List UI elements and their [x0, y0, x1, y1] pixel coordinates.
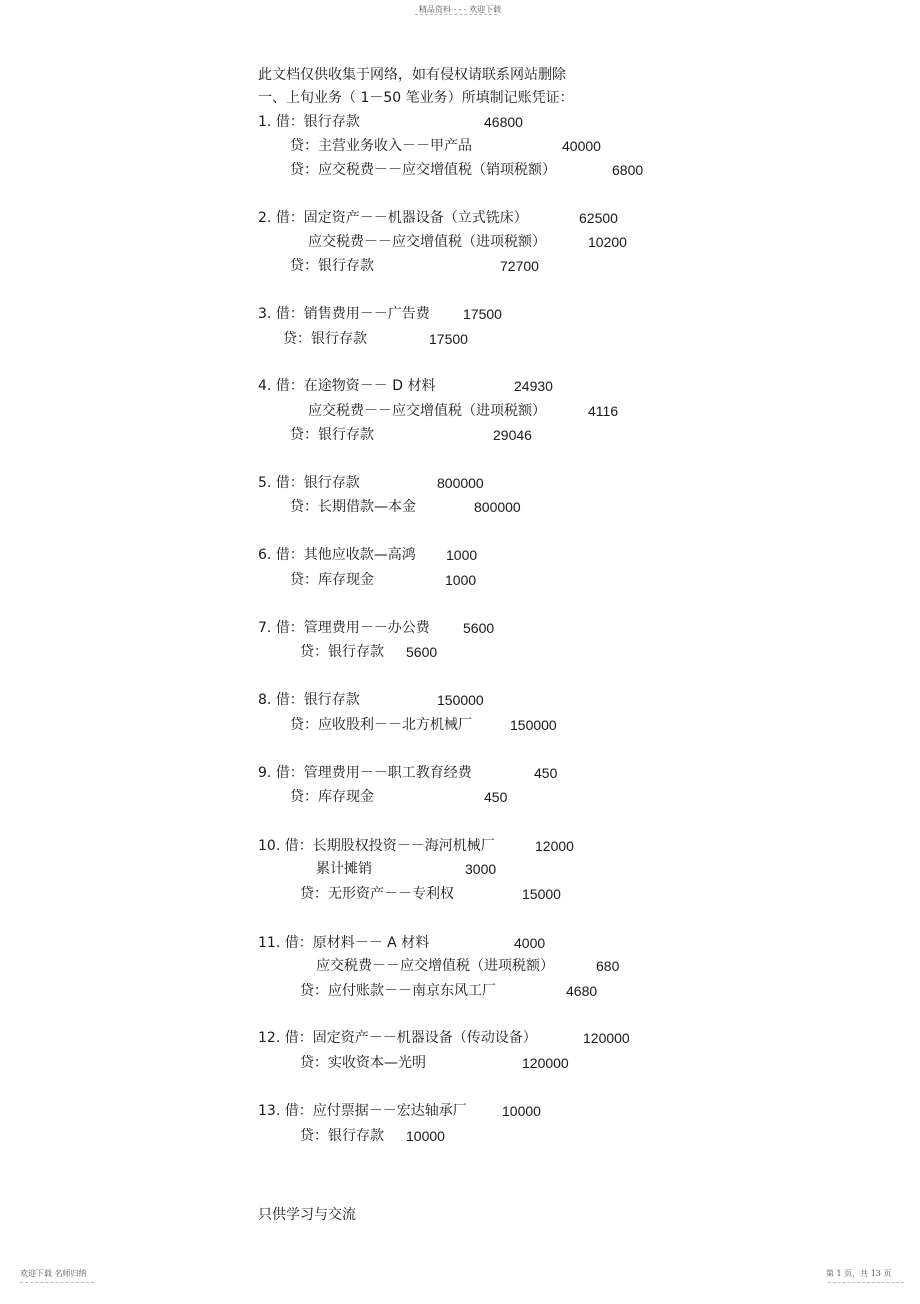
entry-line-text: 6. 借：其他应收款—高鸿 [258, 547, 416, 563]
entry-line-text: 贷：主营业务收入－－甲产品 [290, 138, 472, 154]
entry-line-amount: 450 [484, 789, 508, 805]
entry-line-text: 7. 借：管理费用－－办公费 [258, 620, 430, 636]
entry-line-amount: 120000 [583, 1030, 630, 1046]
closing-note: 只供学习与交流 [258, 1207, 356, 1223]
entry-line-text: 贷：银行存款 [290, 427, 374, 443]
entry-line-text: 12. 借：固定资产－－机器设备（传动设备） [258, 1030, 537, 1046]
entry-line-amount: 40000 [562, 138, 601, 154]
entry-line-amount: 10200 [588, 234, 627, 250]
entry-line-text: 5. 借：银行存款 [258, 475, 360, 491]
entry-line-text: 10. 借：长期股权投资－－海河机械厂 [258, 838, 495, 854]
footer-left: 欢迎下载 名师归纳 [20, 1269, 87, 1278]
entry-line-amount: 62500 [579, 210, 618, 226]
entry-line-text: 应交税费－－应交增值税（进项税额） [308, 403, 546, 419]
entry-line-amount: 120000 [522, 1055, 569, 1071]
entry-line-amount: 29046 [493, 427, 532, 443]
entry-line-amount: 1000 [446, 547, 478, 563]
entry-line-text: 累计摊销 [316, 861, 372, 877]
entry-line-text: 贷：银行存款 [300, 644, 384, 660]
page-header: 精品资料 - - - 欢迎下载 [418, 5, 502, 14]
entry-line-text: 贷：库存现金 [290, 789, 374, 805]
disclaimer-text: 此文档仅供收集于网络，如有侵权请联系网站删除 [258, 67, 566, 83]
entry-line-amount: 15000 [522, 886, 561, 902]
entry-line-amount: 6800 [612, 162, 644, 178]
entry-line-amount: 17500 [429, 331, 468, 347]
entry-line-amount: 150000 [510, 717, 557, 733]
entry-line-text: 贷：应交税费－－应交增值税（销项税额） [290, 162, 556, 178]
entry-line-amount: 72700 [500, 258, 539, 274]
entry-line-text: 贷：应付账款－－南京东风工厂 [300, 983, 496, 999]
entry-line-text: 8. 借：银行存款 [258, 692, 360, 708]
entry-line-text: 贷：银行存款 [300, 1128, 384, 1144]
entry-line-text: 贷：银行存款 [283, 331, 367, 347]
page-number: 第 1 页，共 13 页 [826, 1269, 892, 1278]
entry-line-amount: 17500 [463, 306, 502, 322]
entry-line-amount: 4116 [588, 403, 619, 419]
entry-line-amount: 5600 [406, 644, 438, 660]
entry-line-amount: 5600 [463, 620, 495, 636]
entry-line-amount: 3000 [465, 861, 497, 877]
entry-line-amount: 12000 [535, 838, 574, 854]
entry-line-amount: 800000 [474, 499, 521, 515]
header-divider [415, 14, 497, 15]
entry-line-amount: 4680 [566, 983, 598, 999]
entry-line-amount: 4000 [514, 935, 546, 951]
entry-line-text: 4. 借：在途物资－－ D 材料 [258, 378, 436, 394]
section-heading: 一、上旬业务（ 1－50 笔业务）所填制记账凭证： [258, 90, 574, 106]
entry-line-text: 2. 借：固定资产－－机器设备（立式铣床） [258, 210, 528, 226]
entry-line-amount: 10000 [502, 1103, 541, 1119]
entry-line-text: 贷：应收股利－－北方机械厂 [290, 717, 472, 733]
entry-line-amount: 10000 [406, 1128, 445, 1144]
entry-line-text: 贷：库存现金 [290, 572, 374, 588]
entry-line-amount: 680 [596, 958, 620, 974]
entry-line-amount: 24930 [514, 378, 553, 394]
entry-line-amount: 46800 [484, 114, 523, 130]
entry-line-text: 9. 借：管理费用－－职工教育经费 [258, 765, 472, 781]
entry-line-text: 11. 借：原材料－－ A 材料 [258, 935, 430, 951]
entry-line-text: 13. 借：应付票据－－宏达轴承厂 [258, 1103, 467, 1119]
entry-line-amount: 1000 [445, 572, 477, 588]
entry-line-text: 3. 借：销售费用－－广告费 [258, 306, 430, 322]
footer-left-divider [20, 1282, 94, 1283]
entry-line-text: 贷：长期借款—本金 [290, 499, 416, 515]
entry-line-text: 应交税费－－应交增值税（进项税额） [308, 234, 546, 250]
entry-line-amount: 800000 [437, 475, 484, 491]
entry-line-text: 1. 借：银行存款 [258, 114, 360, 130]
entry-line-amount: 150000 [437, 692, 484, 708]
entry-line-amount: 450 [534, 765, 558, 781]
footer-right-divider [828, 1282, 904, 1283]
entry-line-text: 贷：无形资产－－专利权 [300, 886, 454, 902]
entry-line-text: 贷：银行存款 [290, 258, 374, 274]
entry-line-text: 应交税费－－应交增值税（进项税额） [316, 958, 554, 974]
entry-line-text: 贷：实收资本—光明 [300, 1055, 426, 1071]
